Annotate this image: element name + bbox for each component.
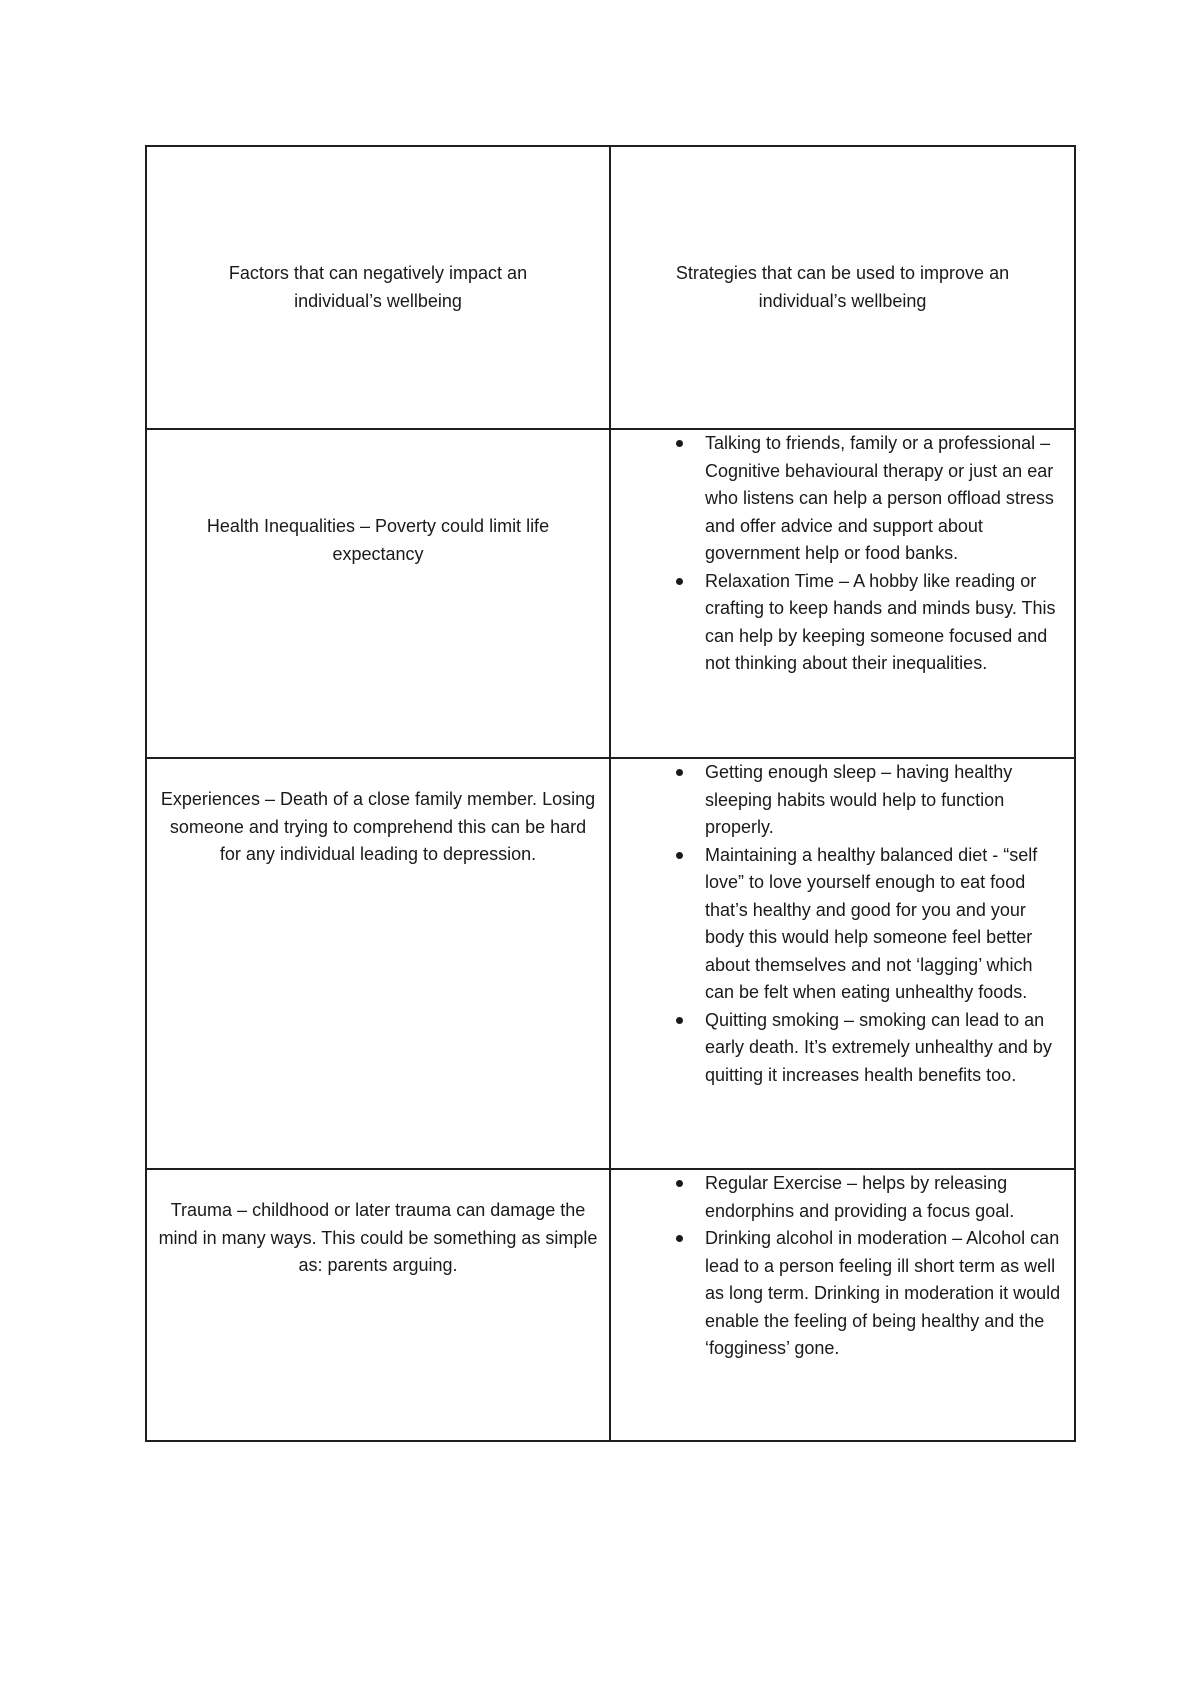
list-item: Drinking alcohol in moderation – Alcohol can lead to a person feeling ill short term as well as long term. Drinking in moderation it would enable the feeling of being healthy and the ‘fogginess’ gone. <box>705 1225 1064 1363</box>
factor-text: Experiences – Death of a close family member. Losing someone and trying to comprehend this can be hard for any individual leading to depression. <box>160 789 596 864</box>
factor-cell <box>146 758 610 1169</box>
strategies-list <box>621 1170 1064 1363</box>
strategies-cell <box>610 758 1075 1169</box>
header-factors-text: Factors that can negatively impact an individual’s wellbeing <box>228 263 528 311</box>
table-row <box>146 758 1075 1169</box>
table-row <box>146 1169 1075 1441</box>
strategies-list <box>621 759 1064 1089</box>
table-row <box>146 429 1075 758</box>
header-factors-cell <box>146 146 610 429</box>
header-strategies-text: Strategies that can be used to improve an individual’s wellbeing <box>675 263 1010 311</box>
table-header-row <box>146 146 1075 429</box>
list-item: Talking to friends, family or a professional – Cognitive behavioural therapy or just an ear who listens can help a person offload stress and offer advice and support about government help or food banks. <box>705 430 1064 568</box>
list-item: Maintaining a healthy balanced diet - “self love” to love yourself enough to eat food that’s healthy and good for you and your body this would help someone feel better about themselves and not ‘lagging’ which can be felt when eating unhealthy foods. <box>705 842 1064 1007</box>
factor-cell <box>146 1169 610 1441</box>
strategies-cell <box>610 1169 1075 1441</box>
strategies-list <box>621 430 1064 678</box>
header-strategies-cell <box>610 146 1075 429</box>
factor-cell <box>146 429 610 758</box>
list-item: Regular Exercise – helps by releasing endorphins and providing a focus goal. <box>705 1170 1064 1225</box>
factor-text: Trauma – childhood or later trauma can damage the mind in many ways. This could be something as simple as: parents arguing. <box>158 1200 598 1275</box>
list-item: Quitting smoking – smoking can lead to an early death. It’s extremely unhealthy and by quitting it increases health benefits too. <box>705 1007 1064 1090</box>
wellbeing-table <box>145 145 1076 1442</box>
factor-text: Health Inequalities – Poverty could limit life expectancy <box>206 516 550 564</box>
list-item: Relaxation Time – A hobby like reading or crafting to keep hands and minds busy. This can help by keeping someone focused and not thinking about their inequalities. <box>705 568 1064 678</box>
strategies-cell <box>610 429 1075 758</box>
list-item: Getting enough sleep – having healthy sleeping habits would help to function properly. <box>705 759 1064 842</box>
